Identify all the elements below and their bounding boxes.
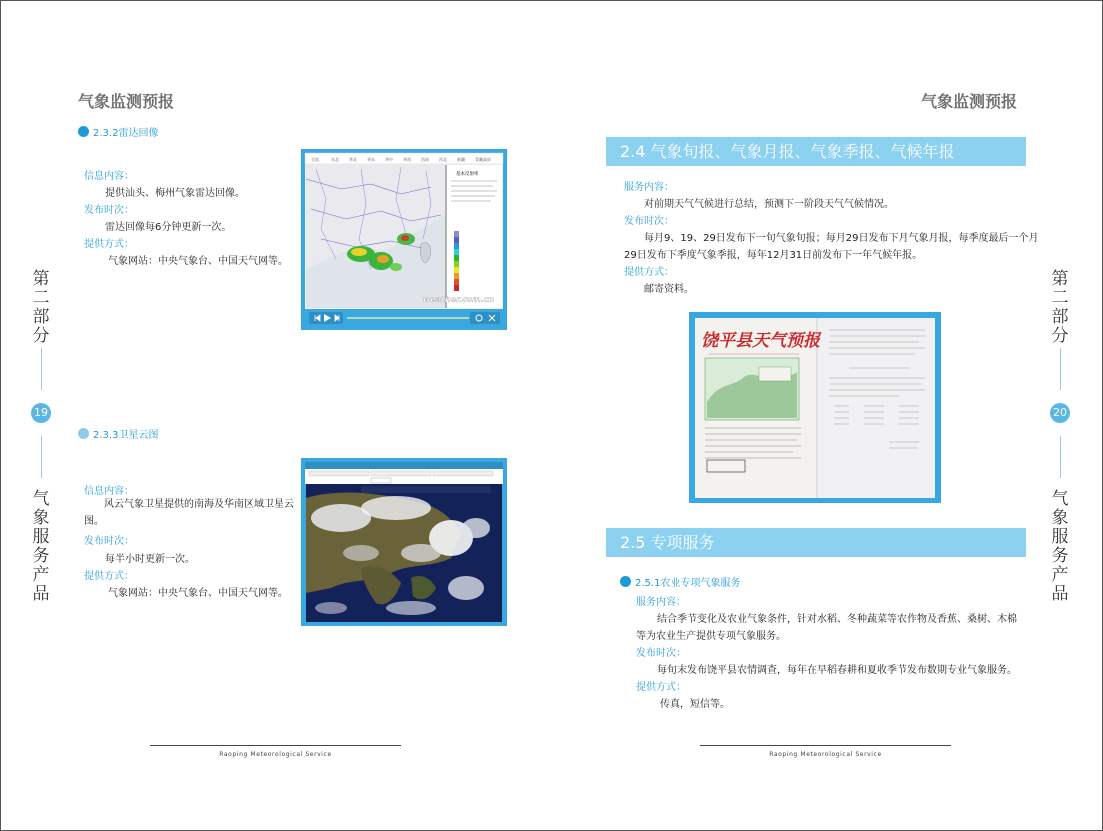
satellite-content: 风云气象卫星提供的南海及华南区域卫星云图。 — [84, 499, 294, 527]
side-char: 服 — [32, 527, 50, 547]
satellite-image — [301, 458, 507, 626]
side-char: 象 — [32, 508, 50, 528]
section-24-time-line2: 29日发布下季度气象季报，每年12月31日前发布下一年气候年报。 — [624, 250, 923, 261]
report-title: 饶平县天气预报 — [701, 331, 820, 351]
side-char: 产 — [1051, 565, 1069, 585]
side-char: 第 — [1051, 269, 1069, 289]
weather-report-svg — [689, 312, 941, 503]
radar-method-label: 提供方式： — [84, 239, 134, 250]
side-char: 务 — [32, 546, 50, 566]
section-25-content-label: 服务内容： — [636, 597, 686, 608]
radar-tab: 东北 — [331, 157, 339, 162]
section-25-content-line1: 结合季节变化及农业气象条件，针对水稻、冬种蔬菜等农作物及香蕉、桑树、木棉 — [657, 614, 1017, 625]
radar-tab: 新疆 — [457, 157, 465, 162]
radar-tab: 西南 — [421, 157, 429, 162]
side-divider — [41, 348, 42, 390]
side-char: 第 — [32, 269, 50, 289]
section-24-banner: 2.4 气象旬报、气象月报、气象季报、气候年报 — [606, 137, 1026, 166]
radar-tab: 青藏高原 — [475, 157, 491, 162]
section-24-content: 对前期天气气候进行总结，预测下一阶段天气气候情况。 — [644, 199, 894, 210]
left-side-title-top — [31, 270, 51, 346]
right-page-header: 气象监测预报 — [921, 92, 1018, 111]
radar-tab: 华南 — [403, 157, 411, 162]
satellite-time-label: 发布时次： — [84, 536, 134, 547]
satellite-method: 气象网站：中央气象台、中国天气网等。 — [108, 588, 288, 599]
radar-tab: 西北 — [439, 157, 447, 162]
page-number-badge: 20 — [1050, 403, 1070, 423]
satellite-method-label: 提供方式： — [84, 571, 134, 582]
bullet-icon — [78, 428, 89, 439]
radar-content-label: 信息内容： — [84, 171, 134, 182]
radar-tab: 华东 — [367, 157, 375, 162]
side-divider — [1060, 348, 1061, 390]
weather-report-image — [689, 312, 941, 503]
side-char: 品 — [32, 584, 50, 604]
side-char: 象 — [1051, 508, 1069, 528]
radar-map-svg — [301, 149, 507, 330]
right-side-title-top — [1050, 270, 1070, 346]
satellite-content-label: 信息内容： — [84, 486, 134, 497]
section-24-method-label: 提供方式： — [624, 267, 674, 278]
section-25-banner: 2.5 专项服务 — [606, 528, 1026, 557]
section-25-time: 每旬末发布饶平县农情调查，每年在早稻春耕和夏收季节发布数期专业气象服务。 — [657, 665, 1017, 676]
section-24-method: 邮寄资料。 — [644, 284, 694, 295]
side-char: 务 — [1051, 546, 1069, 566]
side-char: 气 — [1051, 489, 1069, 509]
side-char: 分 — [1051, 326, 1069, 346]
radar-watermark: weather.com.cn — [423, 295, 495, 304]
radar-tab: 华北 — [349, 157, 357, 162]
side-char: 服 — [1051, 527, 1069, 547]
radar-content: 提供汕头、梅州气象雷达回像。 — [105, 188, 245, 199]
radar-tab: 华中 — [385, 157, 393, 162]
side-divider — [1060, 436, 1061, 478]
left-side-title-bottom — [31, 490, 51, 604]
radar-image — [301, 149, 507, 330]
section-25-time-label: 发布时次： — [636, 648, 686, 659]
satellite-time: 每半小时更新一次。 — [105, 554, 195, 565]
section-24-time-label: 发布时次： — [624, 216, 674, 227]
radar-tab: 全国 — [311, 157, 319, 162]
satellite-heading: 2.3.3卫星云图 — [78, 426, 158, 441]
section-24-time-line1: 每月9、19、29日发布下一旬气象旬报；每月29日发布下月气象月报，每季度最后一个月 — [644, 233, 1039, 244]
radar-time: 雷达回像每6分钟更新一次。 — [105, 222, 232, 233]
side-char: 品 — [1051, 584, 1069, 604]
section-25-method: 传真，短信等。 — [660, 699, 730, 710]
section-25-method-label: 提供方式： — [636, 682, 686, 693]
radar-legend-title: 基本反射率 — [456, 172, 479, 177]
bullet-icon — [78, 126, 89, 137]
right-footer: Raoping Meteorological Service — [769, 751, 882, 758]
section-25-content-line2: 等为农业生产提供专项气象服务。 — [636, 631, 786, 642]
section-25-subheading: 2.5.1农业专项气象服务 — [620, 574, 740, 589]
radar-heading: 2.3.2雷达回像 — [78, 124, 158, 139]
side-char: 部 — [1051, 307, 1069, 327]
side-divider — [41, 436, 42, 478]
side-char: 产 — [32, 565, 50, 585]
section-24-content-label: 服务内容： — [624, 182, 674, 193]
left-page-header: 气象监测预报 — [78, 92, 175, 111]
side-char: 二 — [1051, 288, 1069, 308]
page-number-badge: 19 — [31, 403, 51, 423]
side-char: 部 — [32, 307, 50, 327]
side-char: 气 — [32, 489, 50, 509]
side-char: 分 — [32, 326, 50, 346]
radar-method: 气象网站：中央气象台、中国天气网等。 — [108, 256, 288, 267]
satellite-svg — [301, 458, 507, 626]
left-footer: Raoping Meteorological Service — [219, 751, 332, 758]
side-char: 二 — [32, 288, 50, 308]
bullet-icon — [620, 576, 631, 587]
footer-line — [700, 745, 951, 746]
radar-time-label: 发布时次： — [84, 205, 134, 216]
right-side-title-bottom — [1050, 490, 1070, 604]
footer-line — [150, 745, 401, 746]
